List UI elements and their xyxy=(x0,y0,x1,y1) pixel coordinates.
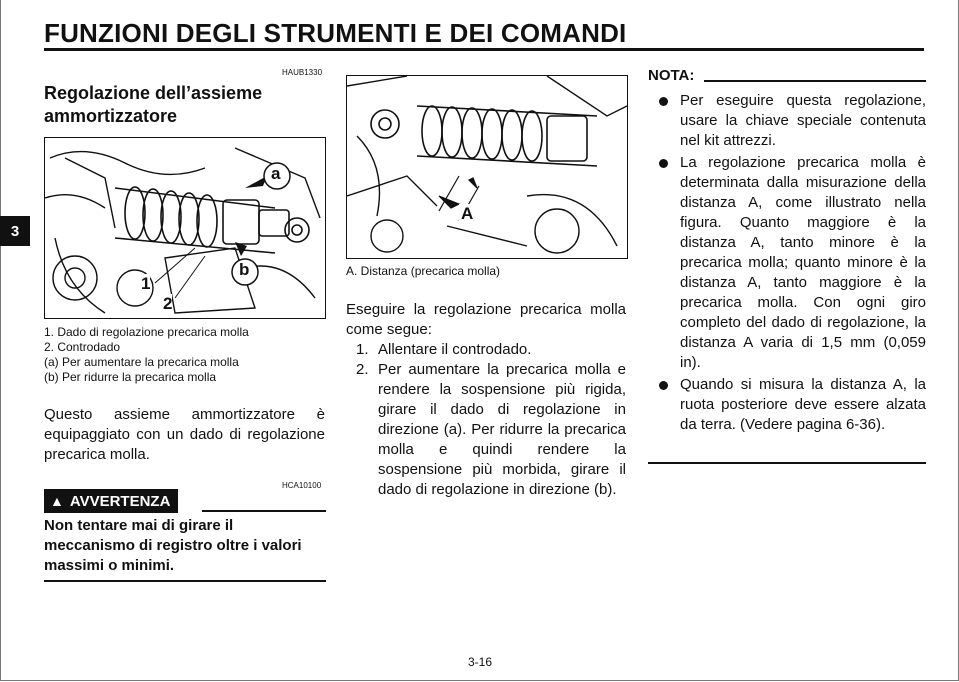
warning-text: Non tentare mai di girare il meccanismo di registro oltre i valori massimi o minimi. xyxy=(44,517,302,574)
section-code: HAUB1330 xyxy=(282,68,323,77)
list-item xyxy=(648,375,926,435)
nota-rule xyxy=(704,80,926,82)
chapter-tab: 3 xyxy=(0,216,30,246)
warning-bottom-rule xyxy=(44,580,326,582)
section-title: Regolazione dell’assieme ammortizzatore xyxy=(44,83,263,126)
bullet-text: Quando si misura la distanza A, la ruota posteriore deve essere alzata da terra. (Vedere pagina 6-36). xyxy=(680,376,926,433)
step-number: 1. xyxy=(356,341,369,358)
list-item xyxy=(352,340,626,360)
warning-code: HCA10100 xyxy=(282,481,322,490)
bullet-icon xyxy=(659,159,668,168)
warning-triangle-icon: ▲ xyxy=(50,493,64,509)
bullet-icon xyxy=(659,97,668,106)
nota-bottom-rule xyxy=(648,462,926,464)
nota-list xyxy=(648,91,926,437)
page-number: 3-16 xyxy=(468,655,493,669)
warning-label-text: AVVERTENZA xyxy=(69,492,171,510)
step-text: Per aumentare la precarica molla e rendere la sospensione più rigida, girare il dado di regolazione in direzione (a). Per ridurre la precarica molla e quindi rendere la sospensione più morbida, girare il dado di regolazione in direzione (b). xyxy=(378,361,626,498)
list-item xyxy=(648,153,926,373)
label-A: A xyxy=(461,204,474,223)
step-number: 2. xyxy=(356,361,369,378)
bullet-icon xyxy=(659,381,668,390)
caption-line: 2. Controdado xyxy=(44,340,121,354)
label-a: a xyxy=(271,164,281,183)
shock-absorber-figure xyxy=(44,137,326,319)
warning-rule xyxy=(202,510,326,512)
page-header xyxy=(44,16,644,50)
bullet-text: Per eseguire questa regolazione, usare la chiave speciale contenuta nel kit attrezzi. xyxy=(680,92,926,149)
caption-line: (b) Per ridurre la precarica molla xyxy=(44,370,217,384)
label-2: 2 xyxy=(163,294,173,313)
label-b: b xyxy=(239,260,250,279)
bullet-text: La regolazione precarica molla è determinata dalla misurazione della distanza A, come illustrato nella figura. Quanto maggiore è la distanza A, tanto minore è la precarica molla; quanto minore è la distanza A, tanto maggiore è la precarica molla. Con ogni giro completo del dado di regolazione, la distanza A varia di 1,5 mm (0,059 in). xyxy=(680,154,926,371)
figure2-caption: A. Distanza (precarica molla) xyxy=(346,264,501,278)
warning-box xyxy=(44,489,326,513)
list-item xyxy=(648,91,926,151)
caption-line: 1. Dado di regolazione precarica molla xyxy=(44,325,249,339)
steps-lead: Eseguire la regolazione precarica molla come segue: xyxy=(346,301,626,338)
figure1-caption xyxy=(44,325,326,385)
warning-label xyxy=(44,489,178,513)
distance-figure xyxy=(346,75,628,259)
step-text: Allentare il controdado. xyxy=(378,341,532,358)
header-rule xyxy=(44,48,924,51)
label-1: 1 xyxy=(141,274,151,293)
distance-illustration xyxy=(347,76,627,258)
intro-paragraph: Questo assieme ammortizzatore è equipaggiato con un dado di regolazione precarica molla. xyxy=(44,406,325,463)
page-title: FUNZIONI DEGLI STRUMENTI E DEI COMANDI xyxy=(44,18,627,48)
shock-absorber-illustration xyxy=(45,138,325,318)
steps-list xyxy=(352,340,626,500)
caption-line: (a) Per aumentare la precarica molla xyxy=(44,355,239,369)
list-item xyxy=(352,360,626,500)
nota-heading: NOTA: xyxy=(648,67,695,84)
